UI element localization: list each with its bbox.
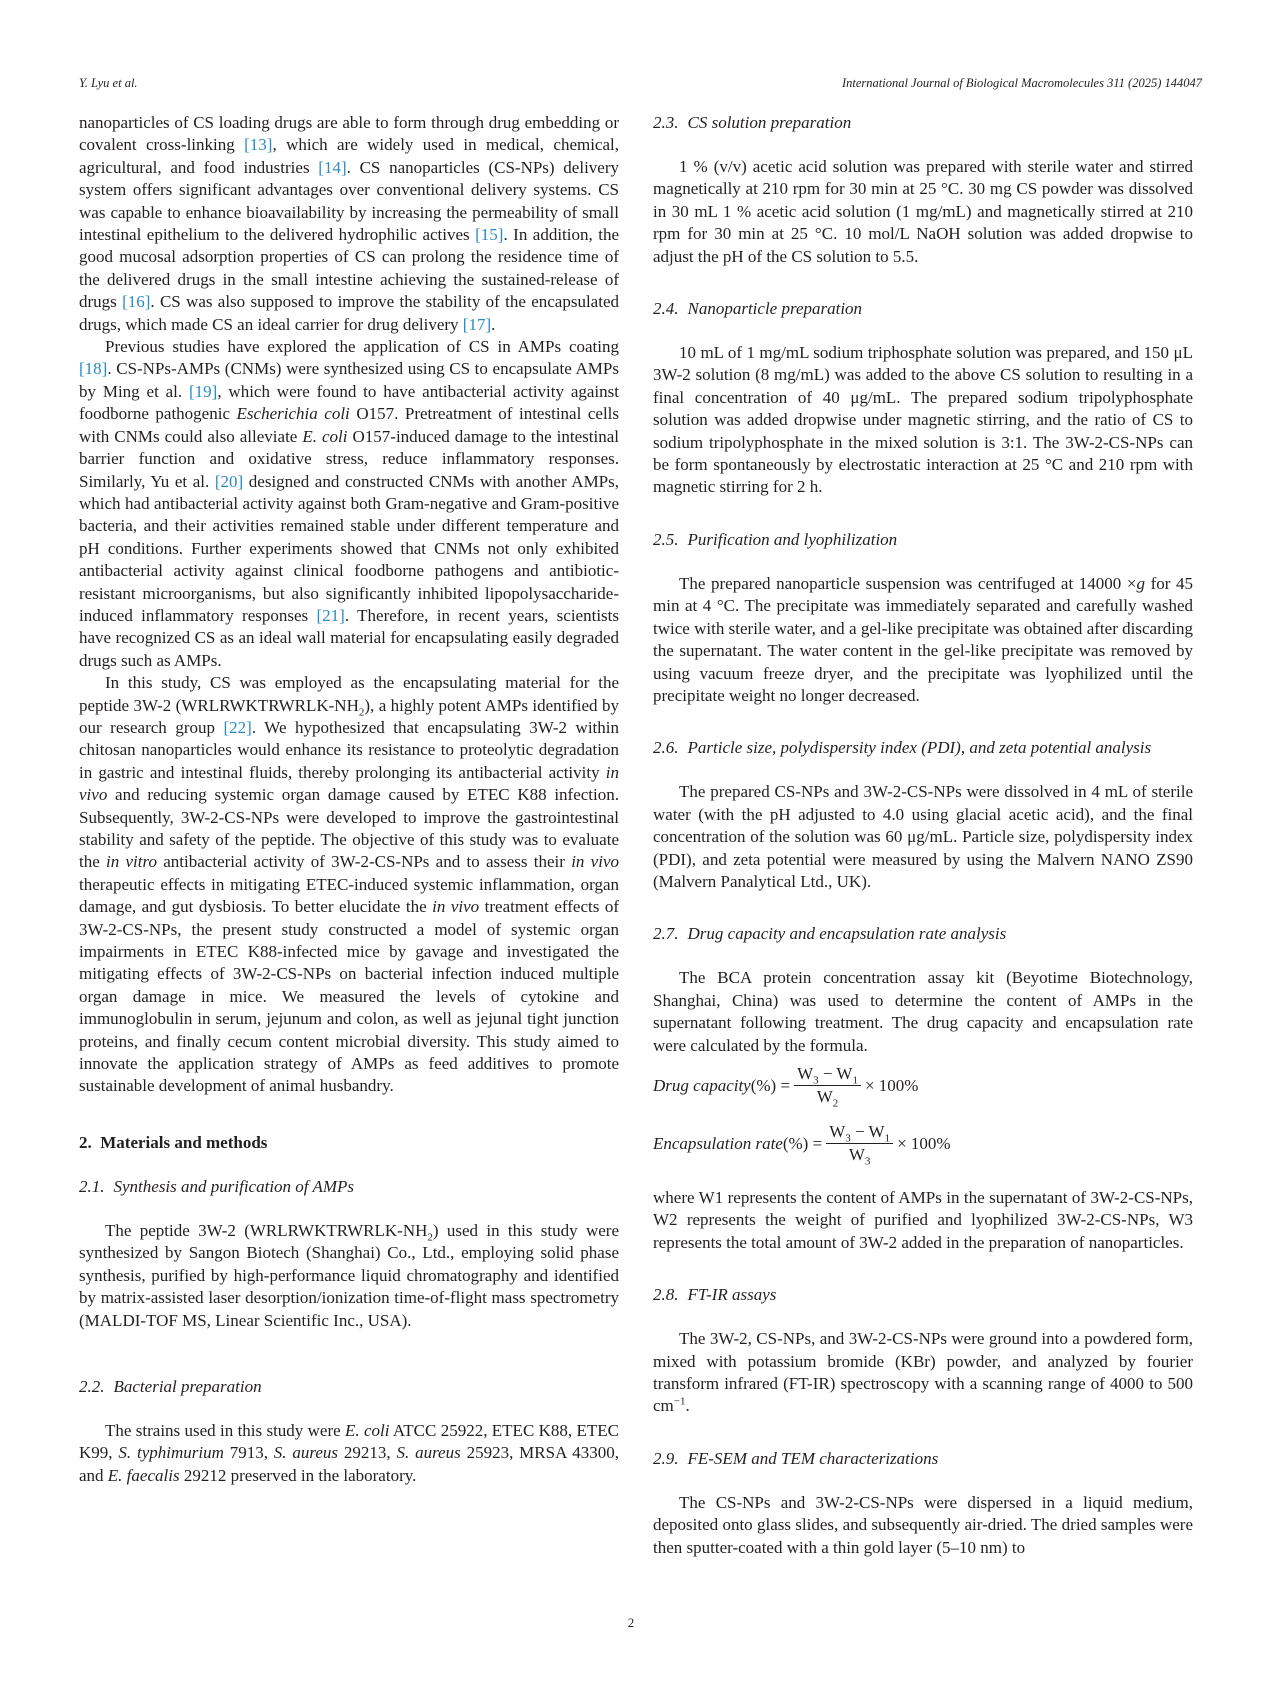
citation-link[interactable]: [15] xyxy=(475,225,504,245)
subsection-heading: 2.5. Purification and lyophilization xyxy=(653,529,898,549)
paragraph-drug-capacity: The BCA protein concentration assay kit (Beyotime Biotechnology, Shanghai, China) was used to determine the content of AMPs in the supernatant following treatment. The drug capacity and encapsulation rate were calculated by the formula. xyxy=(653,968,1193,1055)
fraction: $\frac{W_3 - W_1}{W_2}$ xyxy=(794,1064,861,1107)
subsection-heading: 2.7. Drug capacity and encapsulation rate analysis xyxy=(653,924,1007,944)
right-column xyxy=(653,112,1193,1559)
citation-link[interactable]: [19] xyxy=(189,381,218,401)
subsection-heading: 2.2. Bacterial preparation xyxy=(79,1376,262,1396)
formula-encapsulation-rate: Encapsulation rate (%) = $\frac{W_3 - W_1}{W_3}$ × 100% xyxy=(653,1122,951,1168)
section-heading: 2. Materials and methods xyxy=(79,1132,268,1152)
citation-link[interactable]: [14] xyxy=(318,157,347,177)
page-number: 2 xyxy=(627,1615,635,1630)
subsection-heading: 2.3. CS solution preparation xyxy=(653,113,852,132)
citation-link[interactable]: [18] xyxy=(79,359,108,379)
citation-link[interactable]: [17] xyxy=(462,314,492,334)
paragraph-cs-solution: 1 % (v/v) acetic acid solution was prepared with sterile water and stirred magnetically at 210 rpm for 30 min at 25 °C. 30 mg CS powder was dissolved in 30 mL 1 % acetic acid solution (1 mg/mL) and magnetically stirred at 210 rpm for 30 min at 25 °C. 10 mol/L NaOH solution was added dropwise to adjust the pH of the CS solution to 5.5. xyxy=(653,157,1193,266)
paragraph-intro-2: Previous studies have explored the application of CS in AMPs coating [18]. CS-NPs-AMPs (CNMs) were synthesized using CS to encapsulate AMPs by Ming et al. [19], which were found to have antibacterial activity against foodborne pathogenic Escherichia coli O157. Pretreatment of intestinal cells with CNMs could also alleviate E. coli O157-induced damage to the intestinal barrier function and oxidative stress, reduce inflammatory responses. Similarly, Yu et al. [20] designed and constructed CNMs with another AMPs, which had antibacterial activity against both Gram-negative and Gram-positive bacteria, and their activities remained stable under different temperature and pH conditions. Further experiments showed that CNMs not only exhibited antibacterial activity against clinical foodborne pathogens and antibiotic-resistant microorganisms, but also significantly inhibited lipopolysaccharide-induced inflammatory responses [21]. Therefore, in recent years, scientists have recognized CS as an ideal wall material for encapsulating easily degraded drugs such as AMPs. xyxy=(79,337,620,670)
fraction: $\frac{W_3 - W_1}{W_3}$ xyxy=(826,1122,893,1165)
citation-link[interactable]: [16] xyxy=(122,292,151,312)
paragraph-particle-size: The prepared CS-NPs and 3W-2-CS-NPs were dissolved in 4 mL of sterile water (with the pH adjusted to 4.0 using glacial acetic acid), and the final concentration of the solution was 60 μg/mL. Particle size, polydispersity index (PDI), and zeta potential were measured by using the Malvern NANO ZS90 (Malvern Panalytical Ltd., UK). xyxy=(653,782,1193,891)
subsection-heading: 2.4. Nanoparticle preparation xyxy=(653,299,863,319)
paragraph-intro-3: In this study, CS was employed as the encapsulating material for the peptide 3W-2 $(WRLRWKTRWRLK-NH_2)$, a highly potent AMPs identified by our research group [22]. We hypothesized that encapsulating 3W-2 within chitosan nanoparticles would enhance its resistance to proteolytic degradation in gastric and intestinal fluids, thereby prolonging its antibacterial activity in vivo and reducing systemic organ damage caused by ETEC K88 infection. Subsequently, 3W-2-CS-NPs were developed to improve the gastrointestinal stability and safety of the peptide. The objective of this study was to evaluate the in vitro antibacterial activity of 3W-2-CS-NPs and to assess their in vivo therapeutic effects in mitigating ETEC-induced systemic inflammation, organ damage, and gut dysbiosis. To better elucidate the in vivo treatment effects of 3W-2-CS-NPs, the present study constructed a model of systemic organ impairments in ETEC K88-infected mice by gavage and investigated the mitigating effects of 3W-2-CS-NPs on bacterial infection induced multiple organ damage in mice. We measured the levels of cytokine and immunoglobulin in serum, jejunum and colon, as well as jejunal tight junction proteins, and finally cecum content microbial diversity. This study aimed to innovate the application strategy of AMPs as feed additives to promote sustainable development of animal husbandry. xyxy=(79,673,619,1096)
running-head-authors: Y. Lyu et al. xyxy=(79,76,138,90)
paragraph-purification: The prepared nanoparticle suspension was centrifuged at 14000 ×g for 45 min at 4 °C. The precipitate was immediately separated and carefully washed twice with sterile water, and a gel-like precipitate was obtained after discarding the supernatant. The water content in the gel-like precipitate was removed by using vacuum freeze dryer, and the precipitate was lyophilized until the precipitate weight no longer decreased. xyxy=(653,573,1193,705)
citation-link[interactable]: [20] xyxy=(214,471,244,491)
paragraph-intro-1: nanoparticles of CS loading drugs are able to form through drug embedding or covalent cross-linking [13], which are widely used in medical, chemical, agricultural, and food industries [14]. CS nanoparticles (CS-NPs) delivery system offers significant advantages over conventional delivery systems. CS was capable to enhance bioavailability by increasing the permeability of small intestinal epithelium to the delivered hydrophilic actives [15]. In addition, the good mucosal adsorption properties of CS can prolong the residence time of the delivered drugs in the small intestine achieving the sustained-release of drugs [16]. CS was also supposed to improve the stability of the encapsulated drugs, which made CS an ideal carrier for drug delivery [17]. xyxy=(79,113,619,334)
citation-link[interactable]: [21] xyxy=(316,605,345,625)
running-head-journal: International Journal of Biological Macromolecules 311 (2025) 144047 xyxy=(841,76,1202,90)
subsection-heading: 2.6. Particle size, polydispersity index (PDI), and zeta potential analysis xyxy=(653,738,1152,758)
paragraph-nanoparticle: 10 mL of 1 mg/mL sodium triphosphate solution was prepared, and 150 μL 3W-2 solution (8 mg/mL) was added to the above CS solution to resulting in a final concentration of 40 μg/mL. The prepared sodium tripolyphosphate solution was added dropwise under magnetic stirring, and the ratio of CS to sodium tripolyphosphate in the mixed solution is 3:1. The 3W-2-CS-NPs can be form spontaneously by electrostatic interaction at 25 °C and 210 rpm with magnetic stirring for 2 h. xyxy=(653,343,1193,497)
citation-link[interactable]: [22] xyxy=(223,717,252,737)
subsection-heading: 2.9. FE-SEM and TEM characterizations xyxy=(653,1448,939,1468)
formula-drug-capacity: Drug capacity (%) = $\frac{W_3 - W_1}{W_2}$ × 100% xyxy=(653,1064,919,1110)
paragraph-formula-legend: where W1 represents the content of AMPs in the supernatant of 3W-2-CS-NPs, W2 represents the weight of purified and lyophilized 3W-2-CS-NPs, W3 represents the total amount of 3W-2 added in the preparation of nanoparticles. xyxy=(653,1187,1193,1252)
citation-link[interactable]: [13] xyxy=(244,135,273,155)
paragraph-synthesis: The peptide 3W-2 $(WRLRWKTRWRLK-NH_2)$ used in this study were synthesized by Sangon Biotech (Shanghai) Co., Ltd., employing solid phase synthesis, purified by high-performance liquid chromatography and identified by matrix-assisted laser desorption/ionization time-of-flight mass spectrometry (MALDI-TOF MS, Linear Scientific Inc., USA). xyxy=(79,1220,619,1330)
paragraph-ftir: The 3W-2, CS-NPs, and 3W-2-CS-NPs were ground into a powdered form, mixed with potassium bromide (KBr) powder, and analyzed by fourier transform infrared (FT-IR) spectroscopy with a scanning range of 4000 to 500 $cm^{-1}$. xyxy=(653,1329,1193,1416)
paragraph-sem-tem: The CS-NPs and 3W-2-CS-NPs were dispersed in a liquid medium, deposited onto glass slides, and subsequently air-dried. The dried samples were then sputter-coated with a thin gold layer (5–10 nm) to xyxy=(653,1492,1193,1557)
subsection-heading: 2.8. FT-IR assays xyxy=(653,1285,777,1305)
subsection-heading: 2.1. Synthesis and purification of AMPs xyxy=(79,1176,355,1196)
paragraph-bacterial: The strains used in this study were E. coli ATCC 25922, ETEC K88, ETEC K99, S. typhimurium 7913, S. aureus 29213, S. aureus 25923, MRSA 43300, and E. faecalis 29212 preserved in the laboratory. xyxy=(79,1420,620,1485)
left-column xyxy=(79,112,619,1487)
